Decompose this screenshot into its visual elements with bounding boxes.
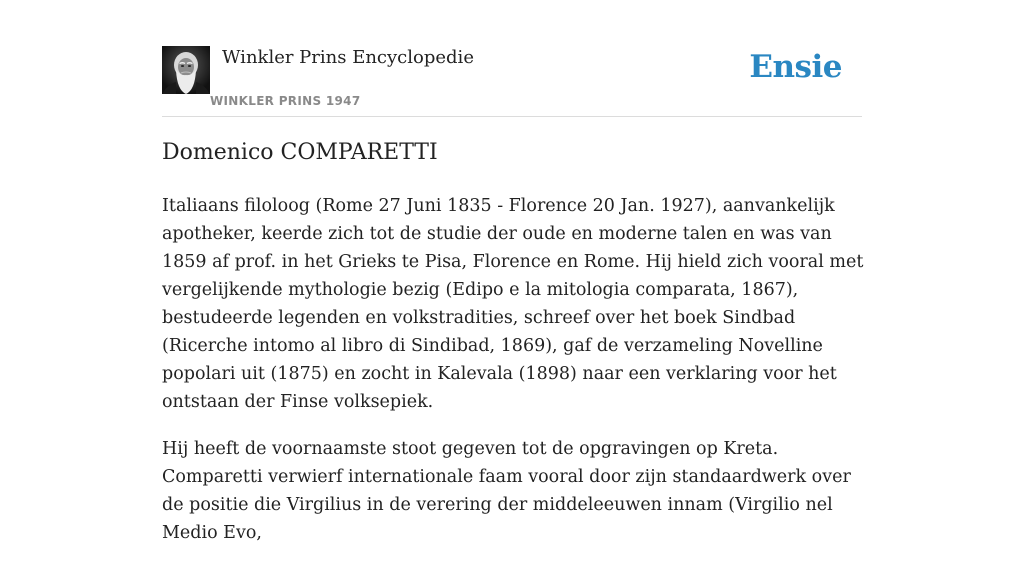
source-label[interactable]: WINKLER PRINS 1947 <box>210 94 361 108</box>
avatar-icon[interactable] <box>162 46 210 94</box>
article-paragraph: Italiaans filoloog (Rome 27 Juni 1835 - Florence 20 Jan. 1927), aanvankelijk apotheker, keerde zich tot de studie der oude en moderne talen en was van 1859 af prof. in het Grieks te Pisa, Florence en Rome. Hij hield zich vooral met vergelijkende mythologie bezig (Edipo e la mitologia comparata, 1867), bestudeerde legenden en volkstradities, schreef over het boek Sindbad (Ricerche intomo al libro di Sindibad, 1869), gaf de verzameling Novelline popolari uit (1875) en zocht in Kalevala (1898) naar een verklaring voor het ontstaan der Finse volksepiek. <box>162 196 864 412</box>
article-paragraph: Hij heeft de voornaamste stoot gegeven tot de opgravingen op Kreta. Comparetti verwierf internationale faam vooral door zijn standaardwerk over de positie die Virgilius in de verering der middeleeuwen innam (Virgilio nel Medio Evo, <box>162 439 851 543</box>
article-body <box>162 192 867 566</box>
article-title: Domenico COMPARETTI <box>162 140 438 165</box>
site-header <box>162 46 862 117</box>
site-name[interactable]: Winkler Prins Encyclopedie <box>222 47 474 68</box>
ensie-logo[interactable]: Ensie <box>749 49 842 85</box>
